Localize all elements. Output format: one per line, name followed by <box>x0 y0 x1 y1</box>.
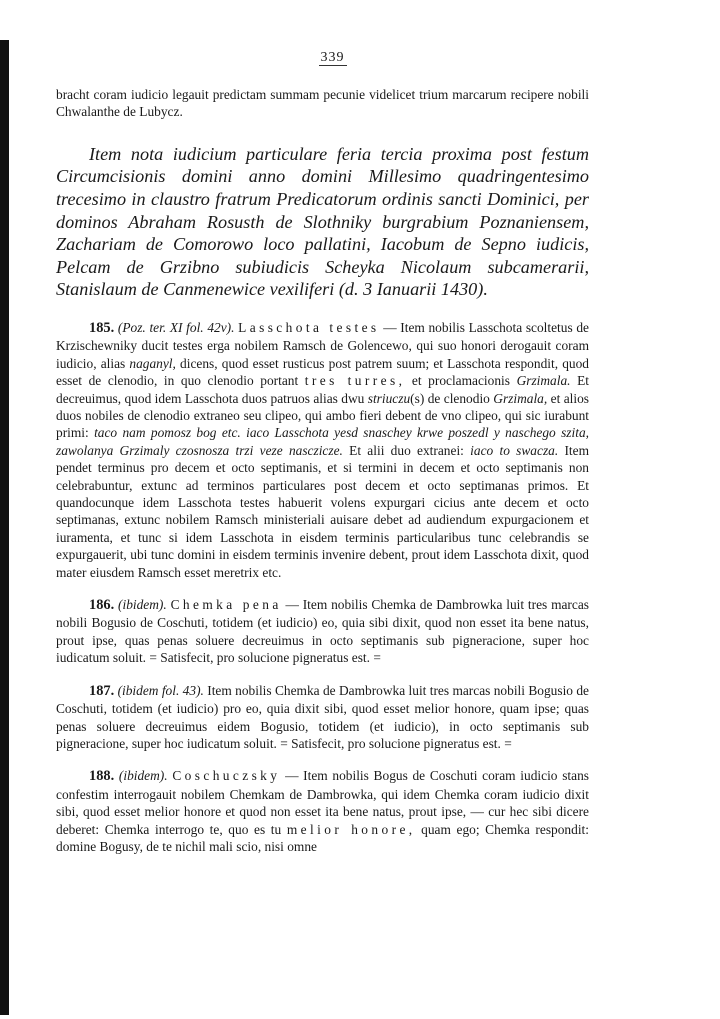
entry-number: 186. <box>89 597 115 614</box>
entry-187 <box>56 682 589 753</box>
entry-title: Lasschota testes <box>238 319 380 335</box>
entry-spaced-term: melior honore, <box>286 821 416 837</box>
entry-text: Et decreuimus, quod idem Lasschota duos patruos alias dwu <box>56 373 590 406</box>
entry-186 <box>56 596 589 667</box>
page-number: 339 <box>320 50 345 65</box>
entry-italic-term: Grzimala. <box>516 373 571 389</box>
entry-source: (Poz. ter. XI fol. 42v). <box>117 319 235 335</box>
entry-italic-term: naganyl, <box>129 355 176 371</box>
entry-text: et proclamacionis <box>405 373 517 389</box>
entry-188 <box>56 767 589 855</box>
entry-number: 187. <box>89 682 115 699</box>
entry-text: dicens, quod esset rusticus post patrem suum; et Lasschota respondit, quod esset de clenodio, in quo clenodio portant <box>56 355 589 389</box>
section-heading: Item nota iudicium particulare feria tercia proxima post festum Circumcisionis domini anno domini Millesimo quadringentesimo trecesimo in claustro fratrum Predicatorum ordinis sancti Dominici, per dominos Abraham Rosusth de Slothniky burgrabium Poznaniensem, Zachariam de Comorowo loco pallatini, Iacobum de Sepno iudicis, Pelcam de Grzibno subiudicis Scheyka Nicolaum subcamerarii, Stanislaum de Canmenewice vexiliferi (d. 3 Ianuarii 1430). <box>56 143 589 300</box>
entry-title: Chemka pena <box>170 597 282 613</box>
entry-source: (ibidem fol. 43). <box>117 682 204 698</box>
entry-spaced-term: tres turres, <box>304 373 406 389</box>
entry-title: Coschuczsky <box>172 768 281 784</box>
entry-source: (ibidem). <box>118 597 167 613</box>
entry-text: — Item nobilis Lasschota scoltetus de Krzischewniky ducit testes erga nobilem Ramsch de Golencewo, qui suo honori derogauit coram iudicio, alias <box>56 319 590 371</box>
entry-text: — Item nobilis Chemka de Dambrowka luit tres marcas nobili Bogusio de Coschuti, totidem (et iudicio) eo, quia sibi dixit, quod non esset ita bene natus, prout ipse, quas penas soluere decreuimus in octo septimanis sub pigneracione, super hoc iudicatum soluit. = Satisfecit, pro solucione pigneratus est. = <box>56 597 589 666</box>
entry-text: Item nobilis Chemka de Dambrowka luit tres marcas nobili Bogusio de Coschuti, totidem (et iudicio) pro eo, quia dixit sibi, quod esset melior honore, quam ipse; quas penas soluere decreuimus eidem Bogusio, totidem (et iudicio), in octo septimanis sub pigneracione, super hoc iudicatum soluit. = Satisfecit, pro solucione pigneratus est. = <box>56 682 589 751</box>
entry-text: — Item nobilis Bogus de Coschuti coram iudicio stans confestim interrogauit nobilem Chemkam de Dambrowka, qui idem Chemka coram iudicio dixit sibi, quod esset melior honore et quod non esset ita bene natus, prout ipse, — cur hec sibi dicere deberet: Chemka interrogo te, quo es tu <box>56 768 589 837</box>
entry-text: et alios duos nobiles de clenodio extraneo seu clipeo, qui ambo fieri debent de vno clipeo, qui sic iurabunt primi: <box>56 390 590 441</box>
document-page <box>56 50 589 870</box>
entry-185 <box>56 319 589 581</box>
entry-oath-text: taco nam pomosz bog etc. iaco Lasschota yesd snaschey krwe poszedl y naschego szita, zawolanya Grzimaly czosnosza trzi veze nasczicze. <box>56 425 589 458</box>
continuation-paragraph: bracht coram iudicio legauit predictam summam pecunie videlicet trium marcarum recipere nobili Chwalanthe de Lubycz. <box>56 87 589 120</box>
entry-italic-term: Grzimala, <box>493 390 548 406</box>
entry-text: Item pendet terminus pro decem et octo septimanis, et si termini in decem et octo septimanis non celebrabuntur, extunc ad terminos particulares post decem et octo septimanas primos. Et quandocunque idem Lasschota testes habuerit volens expurgari cicius ante decem et octo septimanas, extunc nobilem Ramsch ministeriali auisare debet ad audiendum expurgacionem et iuramenta, et tunc si idem Lasschota in eisdem terminis particularibus tunc celebrandis se expurgauerit, ubi tunc domini in eisdem terminis invenire debent, prout idem Lasschota dixit, quod mater eiusdem Ramsch esset meretrix etc. <box>56 442 590 580</box>
entry-oath-text: iaco to swacza. <box>470 442 559 458</box>
entry-number: 188. <box>89 768 115 785</box>
entry-text: (s) de clenodio <box>410 390 494 406</box>
binding-edge <box>0 40 9 1015</box>
entry-source: (ibidem). <box>118 768 168 784</box>
entry-italic-term: striuczu <box>367 390 411 406</box>
entry-text: quam ego; Chemka respondit: domine Bogusy, de te nichil mali scio, nisi omne <box>56 821 589 854</box>
entry-number: 185. <box>89 319 115 336</box>
entry-text: Et alii duo extranei: <box>342 442 471 458</box>
